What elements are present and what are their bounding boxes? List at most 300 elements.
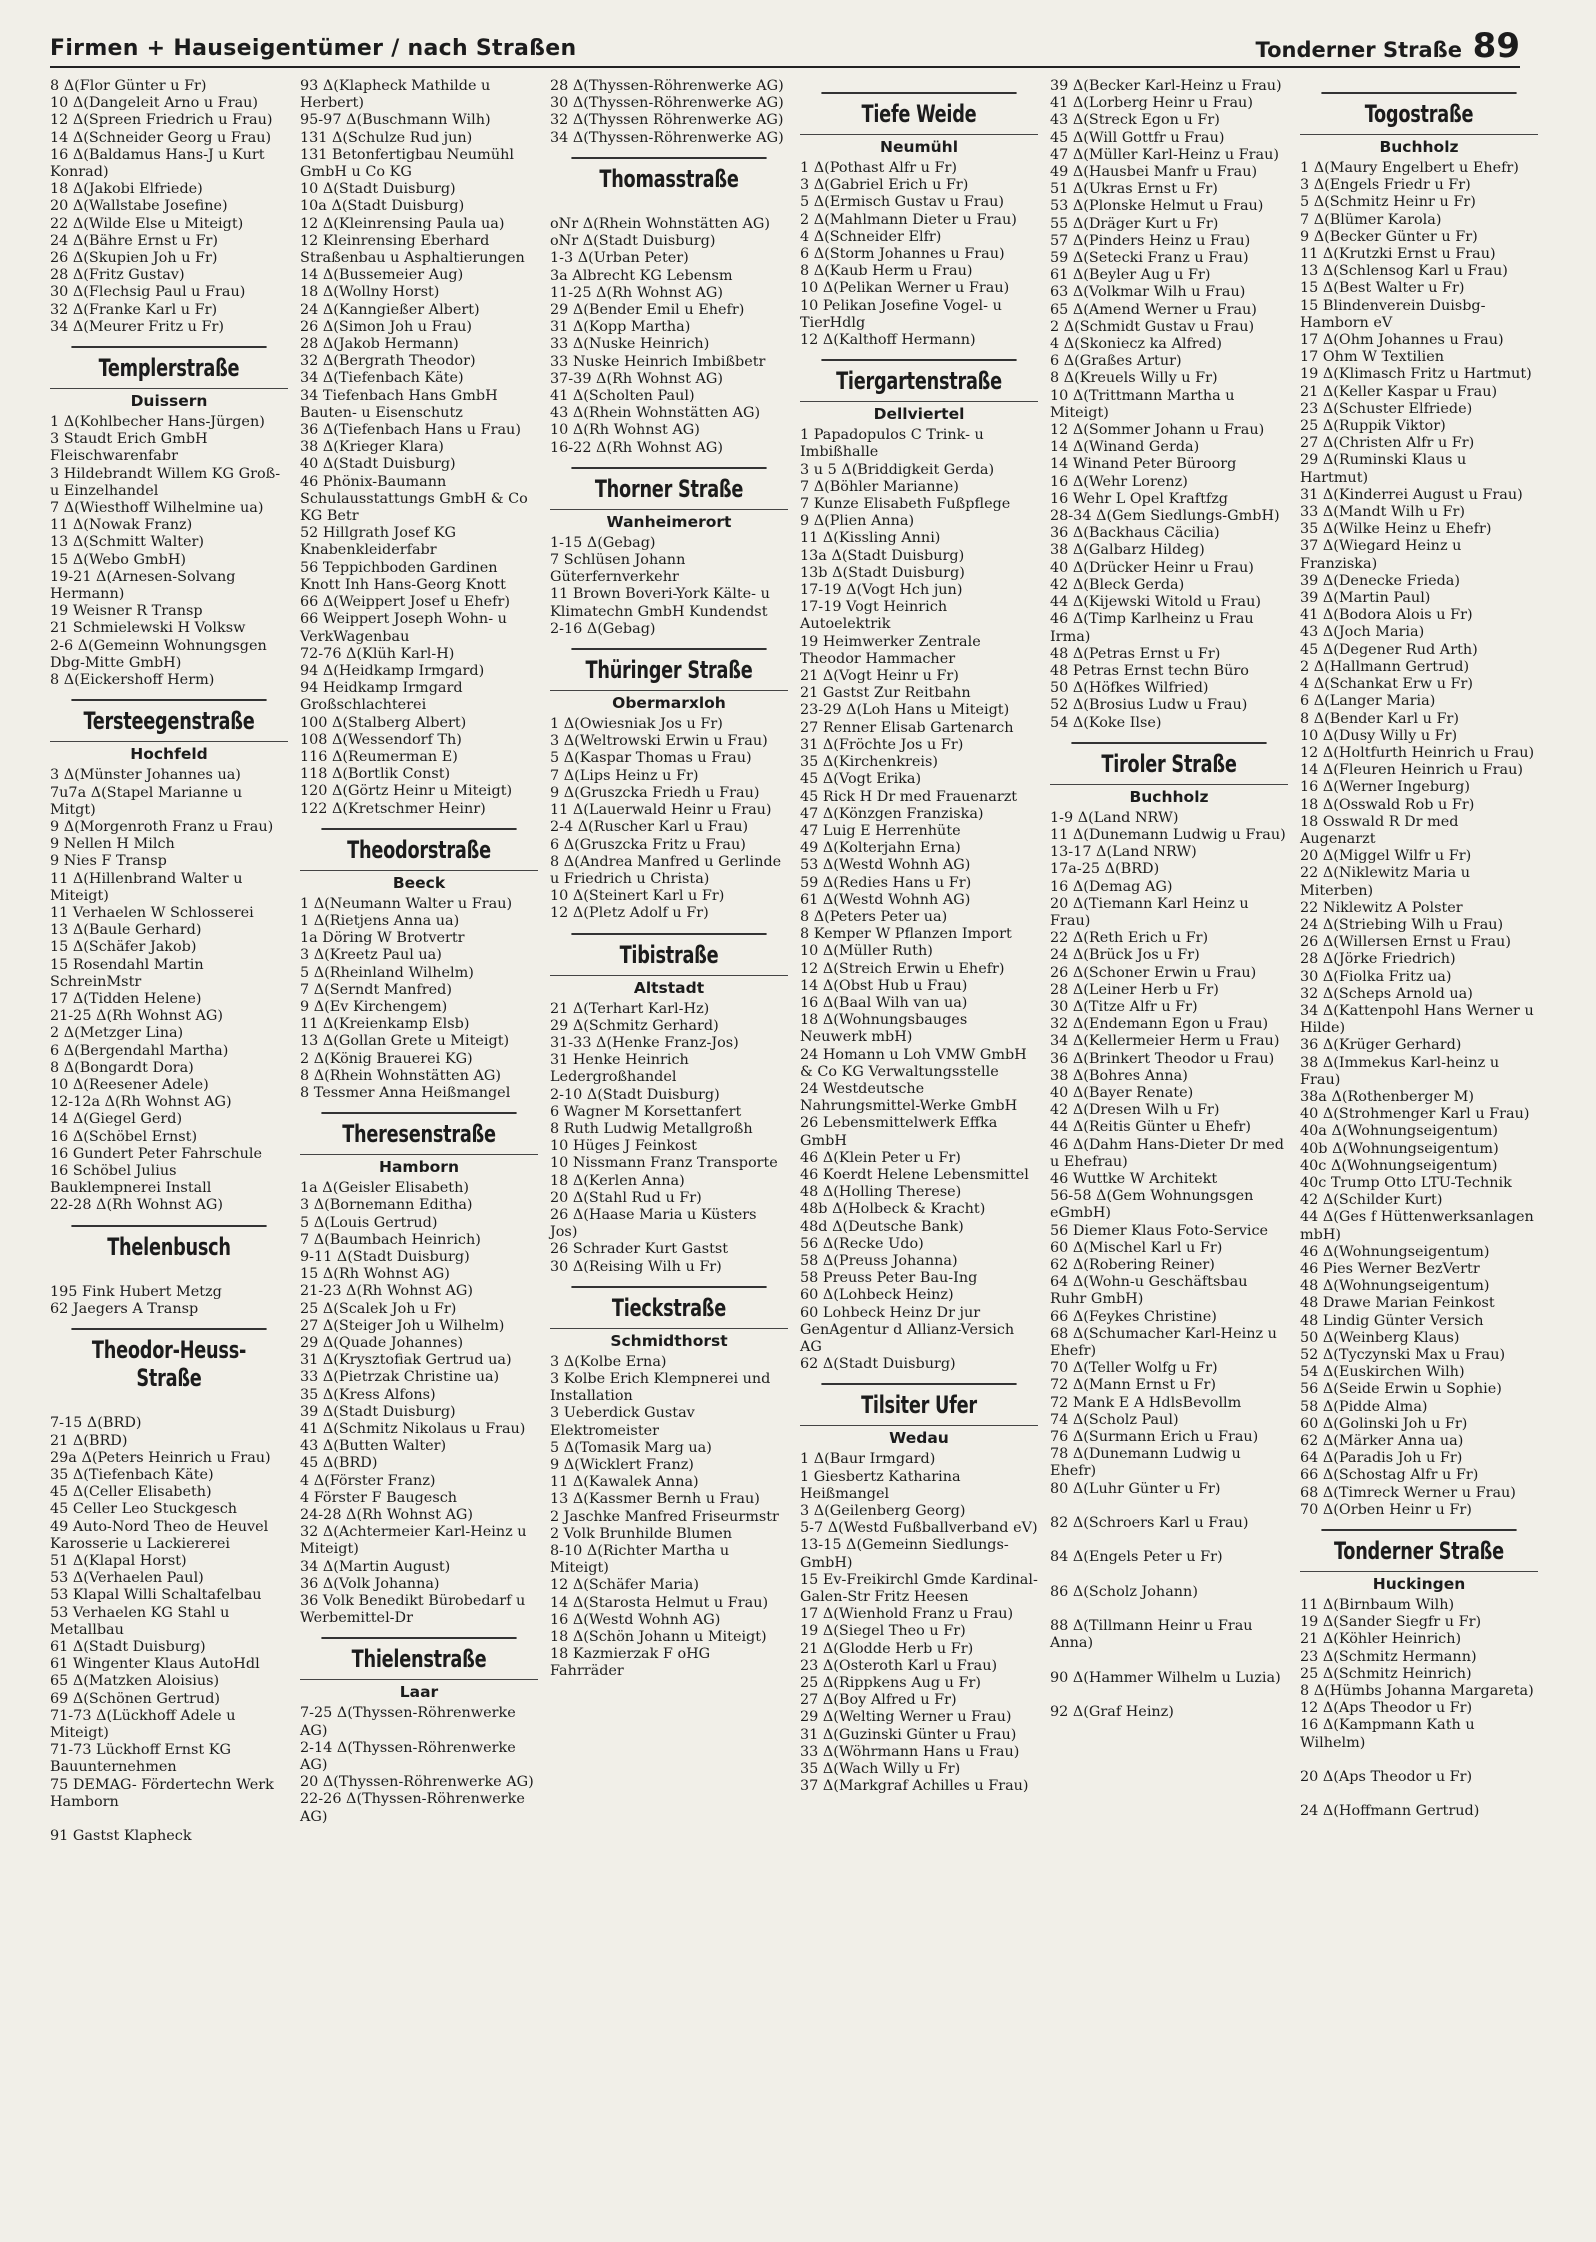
directory-entry: 43 Δ(Butten Walter)	[300, 1438, 447, 1455]
directory-entry: 3 Kolbe Erich Klempnerei und Installation	[550, 1370, 775, 1405]
directory-entry: 4 Δ(Schneider Elfr)	[800, 228, 942, 245]
directory-entry: 10 Δ(Steinert Karl u Fr)	[550, 888, 725, 905]
directory-entry: 42 Δ(Bleck Gerda)	[1050, 576, 1185, 593]
directory-entry: 28 Δ(Leiner Herb u Fr)	[1050, 981, 1219, 998]
directory-entry: 60 Lohbeck Heinz Dr jur GenAgentur d Allianz-Versich AG	[800, 1304, 1019, 1355]
street-heading: Thelenbusch	[71, 1225, 266, 1265]
page-number: 89	[1472, 26, 1520, 66]
directory-entry: 49 Auto-Nord Theo de Heuvel Karosserie u Lackiererei	[50, 1518, 273, 1552]
directory-entry: 15 Δ(Best Walter u Fr)	[1300, 280, 1465, 297]
directory-entry: 15 Δ(Schäfer Jakob)	[50, 939, 197, 956]
directory-entry: 62 Δ(Stadt Duisburg)	[800, 1356, 956, 1373]
directory-entry: 29a Δ(Peters Heinrich u Frau)	[50, 1449, 271, 1466]
directory-entry: 32 Δ(Bergrath Theodor)	[300, 353, 476, 370]
street-heading: Tonderner Straße	[1321, 1529, 1516, 1569]
directory-entry: 34 Δ(Meurer Fritz u Fr)	[50, 318, 224, 335]
directory-entry: 20 Δ(Wallstabe Josefine)	[50, 198, 228, 215]
directory-entry: 51 Δ(Klapal Horst)	[50, 1553, 187, 1570]
directory-entry: 47 Luig E Herrenhüte	[800, 822, 961, 839]
directory-entry	[50, 1398, 288, 1415]
directory-entry: 12 Kleinrensing Eberhard Straßenbau u Asphaltierungen	[300, 232, 525, 267]
directory-entry: 23-29 Δ(Loh Hans u Miteigt)	[800, 702, 1010, 719]
directory-entry: 40a Δ(Wohnungseigentum)	[1300, 1123, 1499, 1140]
directory-entry: 6 Δ(Gruszcka Fritz u Frau)	[550, 836, 746, 853]
directory-entry: 25 Δ(Rippkens Aug u Fr)	[800, 1675, 981, 1692]
column-1	[50, 78, 288, 2228]
directory-entry: 20 Δ(Thyssen-Röhrenwerke AG)	[300, 1774, 534, 1791]
directory-entry: 71-73 Lückhoff Ernst KG Bauunternehmen	[50, 1742, 236, 1776]
directory-entry: 9 Δ(Ev Kirchengem)	[300, 998, 448, 1015]
directory-entry: 9 Δ(Plien Anna)	[800, 513, 915, 530]
directory-entry: 22 Δ(Reth Erich u Fr)	[1050, 930, 1209, 947]
directory-entry: 8 Δ(Hümbs Johanna Margareta)	[1300, 1683, 1534, 1700]
directory-entry: 31 Δ(Guzinski Günter u Frau)	[800, 1726, 1017, 1743]
directory-entry: 19 Δ(Siegel Theo u Fr)	[800, 1623, 966, 1640]
directory-entry: 13 Δ(Gollan Grete u Miteigt)	[300, 1033, 510, 1050]
directory-entry: 32 Δ(Franke Karl u Fr)	[50, 301, 218, 318]
directory-entry: 1 Δ(Baur Irmgard)	[800, 1451, 936, 1468]
directory-entry: 13 Δ(Baule Gerhard)	[50, 922, 202, 939]
directory-entry: 45 Celler Leo Stuckgesch	[50, 1501, 238, 1518]
directory-entry: 20 Δ(Tiemann Karl Heinz u Frau)	[1050, 895, 1254, 929]
directory-entry: 14 Δ(Winand Gerda)	[1050, 439, 1200, 456]
header-street: Tonderner Straße	[1255, 38, 1462, 62]
directory-entry: 45 Δ(Degener Rud Arth)	[1300, 641, 1478, 658]
directory-entry: 11 Δ(Birnbaum Wilh)	[1300, 1597, 1455, 1614]
directory-entry: 21 Δ(Terhart Karl-Hz)	[550, 1000, 710, 1017]
directory-entry: 40c Trump Otto LTU-Technik	[1300, 1174, 1512, 1191]
directory-entry: 41 Δ(Lorberg Heinr u Frau)	[1050, 95, 1253, 112]
directory-entry: 5 Δ(Tomasik Marg ua)	[550, 1439, 712, 1456]
directory-entry: 33 Δ(Nuske Heinrich)	[550, 336, 710, 353]
district-heading: Beeck	[300, 870, 538, 892]
directory-entry: 91 Gastst Klapheck	[50, 1828, 192, 1845]
directory-entry: 31 Δ(Krysztofiak Gertrud ua)	[300, 1352, 512, 1369]
directory-entry: 24 Δ(Hoffmann Gertrud)	[1300, 1803, 1480, 1820]
directory-entry: 48 Δ(Holling Therese)	[800, 1184, 962, 1201]
directory-entry: 2 Δ(Schmidt Gustav u Frau)	[1050, 318, 1255, 335]
directory-entry: 28 Δ(Jörke Friedrich)	[1300, 951, 1456, 968]
directory-entry: 56 Δ(Recke Udo)	[800, 1235, 924, 1252]
directory-entry: 26 Δ(Skupien Joh u Fr)	[50, 250, 218, 267]
directory-entry: 30 Δ(Fiolka Fritz ua)	[1300, 968, 1452, 985]
directory-entry: 31-33 Δ(Henke Franz-Jos)	[550, 1034, 739, 1051]
directory-entry: 46 Wuttke W Architekt	[1050, 1170, 1218, 1187]
district-heading: Laar	[300, 1679, 538, 1701]
directory-entry: 16-22 Δ(Rh Wohnst AG)	[550, 439, 724, 456]
directory-entry: 4 Δ(Skoniecz ka Alfred)	[1050, 336, 1222, 353]
directory-entry: 24 Δ(Striebing Wilh u Frau)	[1300, 916, 1504, 933]
directory-entry: 3 Δ(Weltrowski Erwin u Frau)	[550, 733, 768, 750]
directory-entry: 45 Δ(Celler Elisabeth)	[50, 1484, 212, 1501]
directory-entry: 6 Δ(Graßes Artur)	[1050, 353, 1182, 370]
directory-entry: 17-19 Vogt Heinrich Autoelektrik	[800, 599, 952, 633]
directory-entry: 37 Δ(Wiegard Heinz u Franziska)	[1300, 538, 1466, 572]
directory-entry: 116 Δ(Reumerman E)	[300, 748, 458, 765]
directory-entry: 6 Wagner M Korsettanfert	[550, 1103, 742, 1120]
directory-entry: 29 Δ(Ruminski Klaus u Hartmut)	[1300, 452, 1471, 486]
directory-entry: 94 Δ(Heidkamp Irmgard)	[300, 662, 485, 679]
directory-entry: 32 Δ(Endemann Egon u Frau)	[1050, 1016, 1269, 1033]
directory-entry: 47 Δ(Könzgen Franziska)	[800, 805, 984, 822]
directory-entry: 48b Δ(Holbeck & Kracht)	[800, 1201, 986, 1218]
directory-entry: 8 Δ(Eickershoff Herm)	[50, 672, 215, 689]
district-heading: Buchholz	[1300, 134, 1538, 156]
directory-entry: 2 Δ(Mahlmann Dieter u Frau)	[800, 211, 1017, 228]
directory-entry: 1a Δ(Geisler Elisabeth)	[300, 1180, 469, 1197]
directory-entry: 20 Δ(Miggel Wilfr u Fr)	[1300, 848, 1472, 865]
directory-entry: 13 Δ(Schlensog Karl u Frau)	[1300, 263, 1508, 280]
directory-entry: 11 Δ(Kissling Anni)	[800, 530, 941, 547]
directory-entry: 40 Δ(Strohmenger Karl u Frau)	[1300, 1106, 1530, 1123]
directory-entry: 41 Δ(Scholten Paul)	[550, 388, 695, 405]
directory-entry: 16 Δ(Wehr Lorenz)	[1050, 473, 1188, 490]
directory-entry: 29 Δ(Welting Werner u Frau)	[800, 1709, 1012, 1726]
street-heading: Theodorstraße	[321, 828, 516, 868]
directory-entry: 27 Δ(Christen Alfr u Fr)	[1300, 435, 1475, 452]
directory-entry: 33 Δ(Mandt Wilh u Fr)	[1300, 504, 1465, 521]
directory-entry: 29 Δ(Quade Johannes)	[300, 1335, 464, 1351]
directory-entry: 8-10 Δ(Richter Martha u Miteigt)	[550, 1543, 734, 1577]
directory-entry: 7 Δ(Blümer Karola)	[1300, 211, 1442, 228]
directory-entry: 120 Δ(Görtz Heinr u Miteigt)	[300, 783, 513, 800]
directory-entry: 3a Albrecht KG Lebensm	[550, 267, 733, 284]
district-heading: Wanheimerort	[550, 509, 788, 531]
directory-entry: 22 Niklewitz A Polster	[1300, 899, 1463, 916]
directory-entry: 100 Δ(Stalberg Albert)	[300, 714, 467, 731]
directory-entry: 41 Δ(Schmitz Nikolaus u Frau)	[300, 1421, 526, 1438]
district-heading: Duissern	[50, 388, 288, 410]
directory-entry: 62 Jaegers A Transp	[50, 1300, 199, 1317]
directory-entry: 46 Phönix-Baumann Schulausstattungs GmbH & Co KG Betr	[300, 473, 533, 525]
directory-entry: 13a Δ(Stadt Duisburg)	[800, 547, 965, 564]
directory-entry: 10 Δ(Stadt Duisburg)	[300, 181, 456, 198]
directory-entry: 95-97 Δ(Buschmann Wilh)	[300, 112, 491, 129]
directory-entry: 45 Δ(Vogt Erika)	[800, 771, 922, 788]
directory-entry: 17 Δ(Tidden Helene)	[50, 990, 202, 1007]
directory-entry: 9 Δ(Gruszcka Friedh u Frau)	[550, 784, 760, 801]
directory-entry: 62 Δ(Robering Reiner)	[1050, 1257, 1215, 1273]
directory-entry: 10 Pelikan Josefine Vogel- u TierHdlg	[800, 297, 1007, 331]
directory-entry: 2 Jaschke Manfred Friseurmstr	[550, 1508, 779, 1525]
directory-entry: 44 Δ(Ges f Hüttenwerksanlagen mbH)	[1300, 1209, 1539, 1243]
directory-entry: 1-9 Δ(Land NRW)	[1050, 809, 1179, 826]
district-heading: Hochfeld	[50, 741, 288, 763]
directory-entry: 18 Δ(Wollny Horst)	[300, 284, 440, 301]
directory-entry: 56 Δ(Seide Erwin u Sophie)	[1300, 1381, 1502, 1398]
directory-entry: 34 Δ(Tiefenbach Käte)	[300, 370, 464, 387]
directory-entry: 26 Δ(Simon Joh u Frau)	[300, 318, 472, 335]
directory-entry: 3 Ueberdick Gustav Elektromeister	[550, 1405, 700, 1439]
directory-entry: 11 Brown Boveri-York Kälte- u Klimatechn GmbH Kundendst	[550, 586, 775, 620]
directory-entry: 49 Δ(Kolterjahn Erna)	[800, 840, 961, 857]
directory-entry: 5 Δ(Kaspar Thomas u Frau)	[550, 750, 752, 767]
directory-entry: 76 Δ(Surmann Erich u Frau)	[1050, 1429, 1259, 1446]
directory-entry: 31 Δ(Kinderrei August u Frau)	[1300, 486, 1523, 503]
directory-entry: 34 Δ(Kellermeier Herm u Frau)	[1050, 1033, 1280, 1050]
directory-entry: 15 Blindenverein Duisbg-Hamborn eV	[1300, 297, 1486, 331]
directory-entry: 28 Δ(Fritz Gustav)	[50, 267, 185, 284]
directory-entry: 40 Δ(Bayer Renate)	[1050, 1084, 1194, 1101]
directory-entry: 80 Δ(Luhr Günter u Fr)	[1050, 1480, 1221, 1497]
directory-entry: 37 Δ(Markgraf Achilles u Frau)	[800, 1778, 1029, 1795]
directory-entry: 26 Lebensmittelwerk Effka GmbH	[800, 1115, 1002, 1149]
directory-entry: 10a Δ(Stadt Duisburg)	[300, 198, 465, 215]
directory-entry: 40 Δ(Drücker Heinr u Frau)	[1050, 559, 1254, 576]
directory-entry: 23 Δ(Schuster Elfriede)	[1300, 400, 1473, 417]
directory-entry: 45 Δ(BRD)	[300, 1455, 378, 1472]
directory-entry: 26 Δ(Willersen Ernst u Frau)	[1300, 934, 1511, 951]
directory-entry: 70 Δ(Teller Wolfg u Fr)	[1050, 1360, 1218, 1377]
directory-entry: 59 Δ(Setecki Franz u Frau)	[1050, 250, 1249, 267]
directory-entry: 68 Δ(Schumacher Karl-Heinz u Ehefr)	[1050, 1325, 1282, 1360]
directory-entry: 31 Δ(Kopp Martha)	[550, 319, 691, 336]
directory-entry: 12-12a Δ(Rh Wohnst AG)	[50, 1094, 232, 1111]
directory-entry: 35 Δ(Kirchenkreis)	[800, 754, 938, 771]
directory-entry: 39 Δ(Denecke Frieda)	[1300, 572, 1460, 589]
directory-entry: 16 Schöbel Julius Bauklempnerei Install	[50, 1162, 212, 1197]
directory-entry: 1 Δ(Neumann Walter u Frau)	[300, 895, 513, 912]
directory-entry: 38 Δ(Bohres Anna)	[1050, 1067, 1188, 1084]
directory-entry: 39 Δ(Stadt Duisburg)	[300, 1403, 456, 1420]
directory-entry: 19-21 Δ(Arnesen-Solvang Hermann)	[50, 568, 241, 603]
directory-entry: 30 Δ(Reising Wilh u Fr)	[550, 1258, 722, 1275]
street-heading: Theresenstraße	[321, 1112, 516, 1152]
directory-entry: 11 Δ(Dunemann Ludwig u Frau)	[1050, 826, 1286, 843]
directory-entry: 12 Δ(Kalthoff Hermann)	[800, 332, 976, 349]
directory-entry: 12 Δ(Streich Erwin u Ehefr)	[800, 960, 1005, 977]
directory-entry: 5-7 Δ(Westd Fußballverband eV)	[800, 1520, 1038, 1537]
directory-entry	[1050, 1567, 1288, 1584]
directory-entry: 15 Rosendahl Martin SchreinMstr	[50, 956, 209, 990]
directory-entry: 7 Schlüsen Johann Güterfernverkehr	[550, 552, 690, 586]
directory-entry: 3 Δ(Kreetz Paul ua)	[300, 947, 442, 964]
directory-entry: 18 Δ(Schön Johann u Miteigt)	[550, 1629, 767, 1646]
directory-entry: 68 Δ(Timreck Werner u Frau)	[1300, 1484, 1516, 1501]
directory-entry: 131 Δ(Schulze Rud jun)	[300, 129, 473, 146]
directory-entry: 30 Δ(Titze Alfr u Fr)	[1050, 998, 1198, 1015]
directory-entry: 2 Δ(Metzger Lina)	[50, 1025, 184, 1042]
directory-entry: 18 Δ(Wohnungsbauges Neuwerk mbH)	[800, 1012, 972, 1046]
directory-entry: 9 Δ(Becker Günter u Fr)	[1300, 228, 1478, 245]
directory-entry: 41 Δ(Bodora Alois u Fr)	[1300, 607, 1473, 624]
directory-entry: 10 Δ(Reesener Adele)	[50, 1076, 209, 1093]
directory-entry: 24 Homann u Loh VMW GmbH & Co KG Verwaltungsstelle	[800, 1046, 1032, 1080]
district-heading: Wedau	[800, 1425, 1038, 1447]
directory-entry: 34 Δ(Kattenpohl Hans Werner u Hilde)	[1300, 1002, 1539, 1037]
directory-entry: 19 Weisner R Transp	[50, 603, 203, 620]
directory-entry: 7 Δ(Serndt Manfred)	[300, 981, 452, 998]
directory-entry: 36 Δ(Brinkert Theodor u Frau)	[1050, 1050, 1275, 1067]
directory-entry: 47 Δ(Müller Karl-Heinz u Frau)	[1050, 146, 1280, 163]
directory-entry: 12 Δ(Pletz Adolf u Fr)	[550, 905, 709, 922]
directory-entry: 18 Osswald R Dr med Augenarzt	[1300, 813, 1464, 847]
directory-entry: 75 DEMAG- Fördertechn Werk Hamborn	[50, 1776, 279, 1810]
directory-entry: 40c Δ(Wohnungseigentum)	[1300, 1157, 1498, 1174]
directory-entry: 26 Δ(Schoner Erwin u Frau)	[1050, 964, 1257, 981]
directory-entry: 28 Δ(Jakob Hermann)	[300, 336, 459, 353]
directory-entry: 10 Δ(Rh Wohnst AG)	[550, 422, 700, 439]
directory-entry: 13-17 Δ(Land NRW)	[1050, 844, 1197, 861]
directory-entry: 9-11 Δ(Stadt Duisburg)	[300, 1248, 470, 1265]
directory-entry: 36 Δ(Krüger Gerhard)	[1300, 1037, 1462, 1054]
directory-entry	[1050, 1653, 1288, 1670]
directory-entry: 36 Volk Benedikt Bürobedarf u Werbemittel-Dr	[300, 1593, 530, 1627]
directory-entry: 1 Δ(Owiesniak Jos u Fr)	[550, 716, 723, 733]
directory-entry: 3 Hildebrandt Willem KG Groß- u Einzelhandel	[50, 465, 285, 499]
directory-entry: 2 Δ(Hallmann Gertrud)	[1300, 658, 1470, 675]
directory-entry: 1-3 Δ(Urban Peter)	[550, 250, 689, 267]
directory-entry: 24 Westdeutsche Nahrungsmittel-Werke GmbH	[800, 1080, 1018, 1115]
directory-entry	[1050, 1498, 1288, 1515]
directory-entry: 16 Δ(Baal Wilh van ua)	[800, 994, 968, 1011]
directory-entry: 35 Δ(Tiefenbach Käte)	[50, 1467, 214, 1483]
directory-entry: 52 Hillgrath Josef KG Knabenkleiderfabr	[300, 525, 461, 559]
directory-entry: 69 Δ(Schönen Gertrud)	[50, 1690, 221, 1707]
directory-entry: 19 Δ(Sander Siegfr u Fr)	[1300, 1614, 1482, 1631]
directory-entry: 60 Δ(Mischel Karl u Fr)	[1050, 1239, 1223, 1256]
directory-entry: 131 Betonfertigbau Neumühl GmbH u Co KG	[300, 146, 519, 181]
directory-entry: 46 Δ(Klein Peter u Fr)	[800, 1149, 961, 1166]
street-heading: Tilsiter Ufer	[821, 1383, 1016, 1423]
directory-entry: 11 Δ(Kawalek Anna)	[550, 1474, 699, 1491]
directory-entry: 18 Δ(Kerlen Anna)	[550, 1172, 685, 1189]
directory-entry: 10 Δ(Pelikan Werner u Frau)	[800, 280, 1010, 297]
directory-entry: 65 Δ(Amend Werner u Frau)	[1050, 301, 1257, 318]
street-heading: Togostraße	[1321, 92, 1516, 132]
directory-entry: 46 Δ(Dahm Hans-Dieter Dr med u Ehefrau)	[1050, 1136, 1289, 1170]
directory-entry: 2 Δ(König Brauerei KG)	[300, 1050, 473, 1067]
directory-entry: 44 Δ(Kijewski Witold u Frau)	[1050, 594, 1261, 611]
directory-entry: 7 Δ(Wiesthoff Wilhelmine ua)	[50, 500, 264, 517]
directory-entry: 34 Δ(Martin August)	[300, 1558, 451, 1575]
directory-entry: 71-73 Δ(Lückhoff Adele u Miteigt)	[50, 1707, 241, 1742]
directory-entry: 56 Diemer Klaus Foto-Service	[1050, 1222, 1269, 1239]
directory-entry: 25 Δ(Schmitz Heinrich)	[1300, 1665, 1472, 1682]
directory-entry: 94 Heidkamp Irmgard Großschlachterei	[300, 680, 468, 714]
directory-entry: 52 Δ(Tyczynski Max u Frau)	[1300, 1347, 1506, 1364]
directory-entry: 38 Δ(Immekus Karl-heinz u Frau)	[1300, 1054, 1504, 1088]
directory-entry: 16 Δ(Kampmann Kath u Wilhelm)	[1300, 1717, 1480, 1751]
directory-entry: 16 Gundert Peter Fahrschule	[50, 1145, 263, 1162]
directory-entry: 58 Preuss Peter Bau-Ing	[800, 1270, 978, 1287]
directory-entry: 27 Δ(Steiger Joh u Wilhelm)	[300, 1317, 505, 1334]
directory-entry: 74 Δ(Scholz Paul)	[1050, 1411, 1179, 1428]
directory-entry: 26 Δ(Haase Maria u Küsters Jos)	[550, 1206, 762, 1241]
directory-entry: 14 Δ(Starosta Helmut u Frau)	[550, 1594, 769, 1611]
directory-entry: oNr Δ(Rhein Wohnstätten AG)	[550, 216, 770, 233]
street-heading: Thorner Straße	[571, 467, 766, 507]
directory-entry: 11 Δ(Nowak Franz)	[50, 517, 193, 534]
directory-entry: 11 Δ(Hillenbrand Walter u Miteigt)	[50, 870, 248, 904]
directory-entry: 39 Δ(Becker Karl-Heinz u Frau)	[1050, 78, 1282, 94]
directory-entry: 10 Δ(Müller Ruth)	[800, 943, 933, 960]
directory-entry: 59 Δ(Redies Hans u Fr)	[800, 874, 972, 891]
directory-entry: 7 Δ(Lips Heinz u Fr)	[550, 767, 699, 784]
directory-entry: 12 Δ(Aps Theodor u Fr)	[1300, 1700, 1473, 1717]
column-3	[550, 78, 788, 2228]
directory-entry: 5 Δ(Rheinland Wilhelm)	[300, 964, 474, 981]
directory-entry: 17-19 Δ(Vogt Hch jun)	[800, 582, 963, 599]
directory-entry: 88 Δ(Tillmann Heinr u Frau Anna)	[1050, 1618, 1258, 1652]
directory-entry: 7 Δ(Böhler Marianne)	[800, 478, 959, 495]
directory-entry: 1-15 Δ(Gebag)	[550, 534, 656, 551]
directory-entry: 10 Δ(Dangeleit Arno u Frau)	[50, 95, 259, 112]
directory-entry: 16 Δ(Baldamus Hans-J u Kurt Konrad)	[50, 146, 270, 181]
directory-entry: 34 Δ(Thyssen-Röhrenwerke AG)	[550, 129, 784, 146]
directory-entry: 48 Petras Ernst techn Büro	[1050, 662, 1249, 679]
directory-entry: 1a Döring W Brotvertr	[300, 930, 465, 947]
directory-entry: 9 Δ(Morgenroth Franz u Frau)	[50, 818, 274, 835]
directory-entry: 61 Wingenter Klaus AutoHdl	[50, 1656, 260, 1673]
directory-entry: 11 Δ(Krutzki Ernst u Frau)	[1300, 246, 1496, 263]
directory-entry: 31 Δ(Fröchte Jos u Fr)	[800, 736, 964, 753]
street-heading: Thomasstraße	[571, 157, 766, 197]
directory-entry: 36 Δ(Backhaus Cäcilia)	[1050, 525, 1220, 542]
directory-entry: 21 Δ(BRD)	[50, 1432, 128, 1449]
directory-entry: 23 Δ(Schmitz Hermann)	[1300, 1648, 1477, 1665]
directory-entry: 4 Δ(Förster Franz)	[300, 1472, 436, 1489]
directory-entry: 7-25 Δ(Thyssen-Röhrenwerke AG)	[300, 1705, 521, 1739]
directory-entry: 38 Δ(Krieger Klara)	[300, 439, 444, 456]
directory-entry: 14 Δ(Giegel Gerd)	[50, 1111, 183, 1128]
directory-entry: 31 Henke Heinrich Ledergroßhandel	[550, 1052, 694, 1086]
column-2	[300, 78, 538, 2228]
directory-entry: 18 Kazmierzak F oHG Fahrräder	[550, 1646, 715, 1680]
district-heading: Hamborn	[300, 1154, 538, 1176]
directory-entry: 23 Δ(Osteroth Karl u Frau)	[800, 1657, 998, 1674]
directory-entry: 29 Δ(Schmitz Gerhard)	[550, 1017, 719, 1034]
directory-entry: 61 Δ(Westd Wohnh AG)	[800, 891, 971, 908]
directory-entry: 122 Δ(Kretschmer Heinr)	[300, 800, 486, 817]
directory-entry: 54 Δ(Euskirchen Wilh)	[1300, 1364, 1465, 1381]
directory-entry: 60 Δ(Golinski Joh u Fr)	[1300, 1415, 1468, 1432]
directory-entry: 5 Δ(Louis Gertrud)	[300, 1214, 438, 1231]
directory-entry	[50, 1267, 288, 1284]
directory-entry: 35 Δ(Wilke Heinz u Ehefr)	[1300, 521, 1492, 538]
directory-entry: 10 Nissmann Franz Transporte	[550, 1155, 778, 1172]
page-header	[50, 26, 1520, 68]
directory-entry: 90 Δ(Hammer Wilhelm u Luzia)	[1050, 1669, 1281, 1686]
directory-entry: 64 Δ(Wohn-u Geschäftsbau Ruhr GmbH)	[1050, 1274, 1253, 1308]
directory-entry: 61 Δ(Beyler Aug u Fr)	[1050, 267, 1211, 284]
directory-entry: 1 Δ(Rietjens Anna ua)	[300, 912, 460, 929]
directory-entry: 18 Δ(Jakobi Elfriede)	[50, 181, 203, 198]
district-heading: Huckingen	[1300, 1571, 1538, 1593]
directory-entry: 3 Δ(Geilenberg Georg)	[800, 1503, 966, 1520]
directory-entry: 86 Δ(Scholz Johann)	[1050, 1583, 1198, 1600]
directory-entry: 34 Tiefenbach Hans GmbH Bauten- u Eisenschutz	[300, 387, 503, 421]
street-heading: Theodor-Heuss-Straße	[71, 1328, 266, 1396]
directory-entry: 72 Δ(Mann Ernst u Fr)	[1050, 1377, 1217, 1394]
directory-entry: 37-39 Δ(Rh Wohnst AG)	[550, 370, 724, 387]
directory-entry: 36 Δ(Volk Johanna)	[300, 1575, 440, 1592]
directory-entry: 21-25 Δ(Rh Wohnst AG)	[50, 1008, 224, 1025]
directory-entry: 53 Δ(Verhaelen Paul)	[50, 1570, 204, 1587]
street-heading: Templerstraße	[71, 346, 266, 386]
directory-entry	[50, 1811, 288, 1828]
directory-entry: 8 Δ(Kaub Herm u Frau)	[800, 263, 973, 280]
directory-entry: oNr Δ(Stadt Duisburg)	[550, 233, 716, 250]
district-heading: Buchholz	[1050, 784, 1288, 806]
directory-entry: 10 Hüges J Feinkost	[550, 1138, 697, 1155]
directory-entry: 2-6 Δ(Gemeinn Wohnungsgen Dbg-Mitte GmbH)	[50, 637, 272, 671]
street-heading: Tieckstraße	[571, 1286, 766, 1326]
directory-entry: 53 Δ(Plonske Helmut u Frau)	[1050, 198, 1264, 215]
directory-entry: 3 Δ(Kolbe Erna)	[550, 1353, 667, 1370]
street-heading: Thüringer Straße	[571, 648, 766, 688]
directory-entry: 3 Δ(Münster Johannes ua)	[50, 767, 241, 784]
